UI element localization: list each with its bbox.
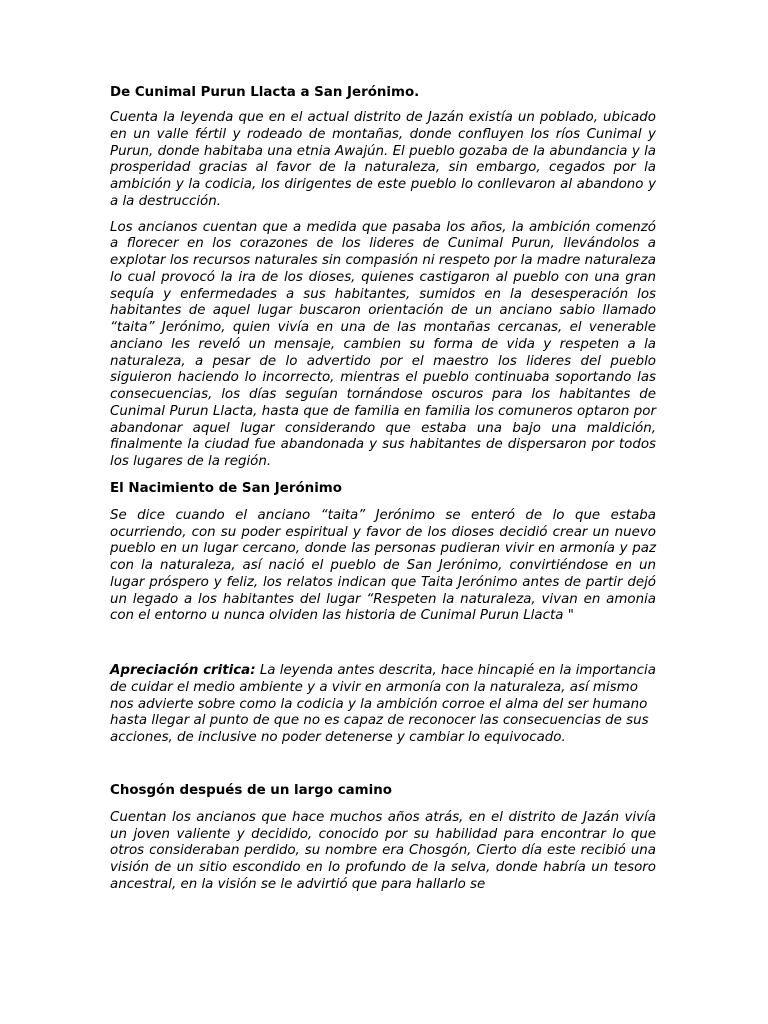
paragraph-chosgon: Cuentan los ancianos que hace muchos años atrás, en el distrito de Jazán vivía un joven valiente y decidido, conocido por su habilidad para encontrar lo que otros consideraban perdido, su nombre era Chosgón, Cierto día este recibió una visión de un sitio escondido en lo profundo de la selva, donde habría un tesoro ancestral, en la visión se le advirtió que para hallarlo se xyxy=(110,809,656,892)
paragraph-taita-jeronimo: Se dice cuando el anciano “taita” Jerónimo se enteró de lo que estaba ocurriendo, con su poder espiritual y favor de los dioses decidió crear un nuevo pueblo en un lugar cercano, donde las personas pudieran vivir en armonía y paz con la naturaleza, así nació el pueblo de San Jerónimo, convirtiéndose en un lugar próspero y feliz, los relatos indican que Taita Jerónimo antes de partir dejó un legado a los habitantes del lugar “Respeten la naturaleza, vivan en amonia con el entorno u nunca olviden las historia de Cunimal Purun Llacta " xyxy=(110,507,656,624)
heading-nacimiento-san-jeronimo: El Nacimiento de San Jerónimo xyxy=(110,480,342,496)
paragraph-ancianos-cuentan: Los ancianos cuentan que a medida que pasaba los años, la ambición comenzó a florecer en los corazones de los lideres de Cunimal Purun, llevándolos a explotar los recursos naturales sin compasión ni respeto por la madre naturaleza lo cual provocó la ira de los dioses, quienes castigaron al pueblo con una gran sequía y enfermedades a sus habitantes, sumidos en la desesperación los habitantes de aquel lugar buscaron orientación de un anciano sabio llamado “taita” Jerónimo, quien vivía en una de las montañas cercanas, el venerable anciano les reveló un mensaje, cambien su forma de vida y respeten a la naturaleza, a pesar de lo advertido por el maestro los lideres del pueblo siguieron haciendo lo incorrecto, mientras el pueblo continuaba soportando las consecuencias, los días seguían tornándose oscuros para los habitantes de Cunimal Purun Llacta, hasta que de familia en familia los comuneros optaron por abandonar aquel lugar considerando que estaba una bajo una maldición, finalmente la ciudad fue abandonada y sus habitantes de dispersaron por todos los lugares de la región. xyxy=(110,219,656,469)
heading-cunimal-purun: De Cunimal Purun Llacta a San Jerónimo. xyxy=(110,85,420,100)
heading-chosgon: Chosgón después de un largo camino xyxy=(110,782,392,798)
apreciacion-critica-text: La leyenda antes descrita, hace hincapié en la importancia de cuidar el medio ambiente y a vivir en armonía con la naturaleza, así mismo nos advierte sobre como la codicia y la ambición corroe el alma del ser humano hasta llegar al punto de que no es capaz de reconocer las consecuencias de sus acciones, de inclusive no poder detenerse y cambiar lo equivocado. xyxy=(110,663,656,745)
paragraph-apreciacion-critica xyxy=(110,663,656,747)
paragraph-leyenda-intro: Cuenta la leyenda que en el actual distrito de Jazán existía un poblado, ubicado en un valle fértil y rodeado de montañas, donde confluyen los ríos Cunimal y Purun, donde habitaba una etnia Awajún. El pueblo gozaba de la abundancia y la prosperidad gracias al favor de la naturaleza, sin embargo, cegados por la ambición y la codicia, los dirigentes de este pueblo lo conllevaron al abandono y a la destrucción. xyxy=(110,110,656,209)
apreciacion-critica-label: Apreciación critica: xyxy=(110,663,256,678)
document-body xyxy=(110,84,656,894)
